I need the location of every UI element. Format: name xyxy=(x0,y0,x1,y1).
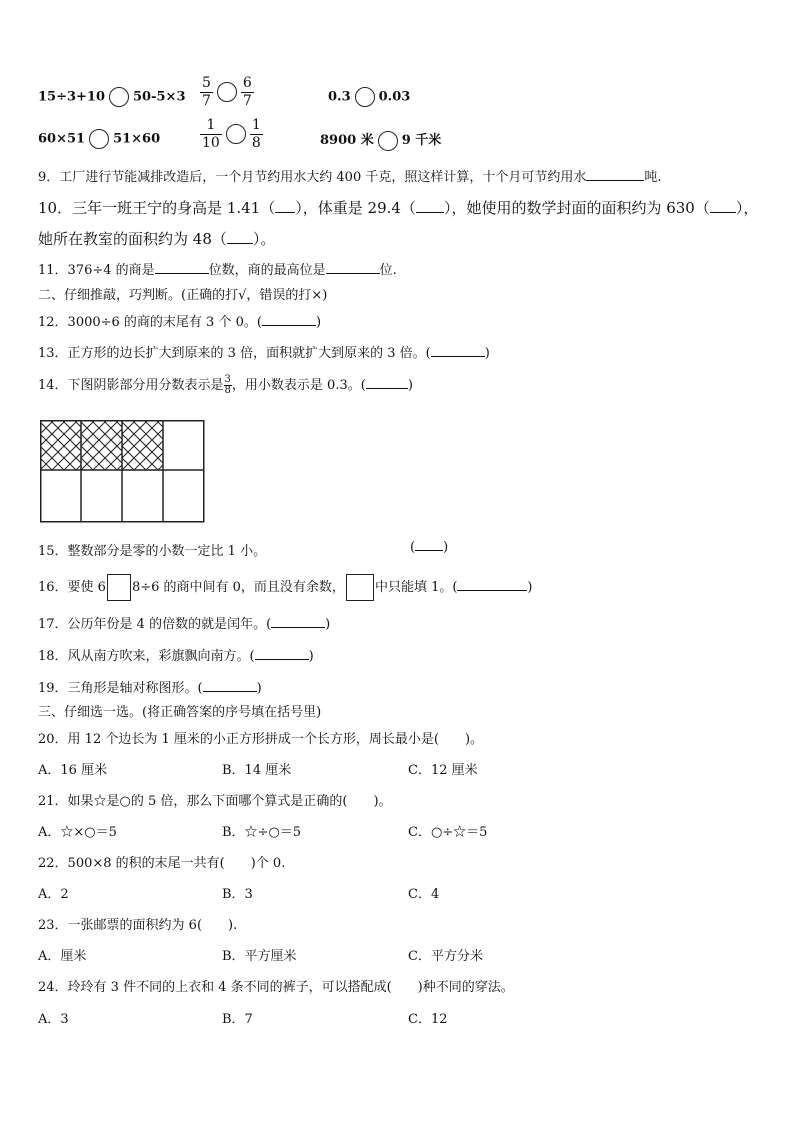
question-text: 10．三年一班王宁的身高是 1.41（ xyxy=(38,199,276,217)
option-a[interactable]: A．16 厘米 xyxy=(38,763,108,778)
compare-row-1-c3 xyxy=(328,87,410,107)
option-c[interactable]: C．4 xyxy=(408,887,440,902)
paren: ) xyxy=(308,649,314,664)
question-13 xyxy=(38,342,490,361)
option-c[interactable]: C．12 xyxy=(408,1012,448,1027)
fraction: $\frac{6}{7}$ xyxy=(242,75,252,109)
question-17 xyxy=(38,613,330,632)
question-20: 20．用 12 个边长为 1 厘米的小正方形拼成一个长方形，周长最小是( )。 xyxy=(38,732,484,747)
compare-row-1 xyxy=(38,87,186,107)
answer-blank[interactable] xyxy=(366,388,408,389)
question-19 xyxy=(38,677,262,696)
question-11 xyxy=(38,259,397,278)
compare-circle[interactable] xyxy=(226,124,246,144)
question-text: ，用小数表示是 0.3。( xyxy=(231,378,366,393)
digit-box[interactable] xyxy=(346,574,374,601)
compare-fraction-pair-1 xyxy=(200,76,254,108)
question-text: 8÷6 的商中间有 0，而且没有余数， xyxy=(131,580,345,595)
paren: ) xyxy=(527,580,533,595)
answer-blank[interactable] xyxy=(457,590,527,591)
question-10 xyxy=(38,197,758,218)
question-text: 9．工厂进行节能减排改造后，一个月节约用水大约 400 千克，照这样计算，十个月可节约用水 xyxy=(38,170,587,185)
answer-blank[interactable] xyxy=(275,212,295,213)
fraction: $\frac{1}{10}$ xyxy=(202,117,220,151)
option-a[interactable]: A．3 xyxy=(38,1012,69,1027)
fraction: $\frac{1}{8}$ xyxy=(251,117,261,151)
compare-circle[interactable] xyxy=(355,87,375,107)
question-text: 18．风从南方吹来，彩旗飘向南方。( xyxy=(38,649,255,664)
shaded-cell xyxy=(40,420,134,480)
option-b[interactable]: B．☆÷○＝5 xyxy=(222,825,302,840)
question-15-answer xyxy=(410,540,448,555)
question-12 xyxy=(38,311,321,330)
digit-box[interactable] xyxy=(107,574,131,601)
answer-blank[interactable] xyxy=(586,180,644,181)
answer-blank[interactable] xyxy=(710,212,736,213)
shaded-grid-figure xyxy=(40,420,206,524)
compare-row-2-c3 xyxy=(320,129,441,151)
question-15 xyxy=(38,540,266,559)
question-text: ）， xyxy=(735,199,759,217)
question-22: 22．500×8 的积的末尾一共有( )个 0. xyxy=(38,856,286,871)
paren: ) xyxy=(315,315,322,330)
question-18 xyxy=(38,645,314,664)
paren: ) xyxy=(443,540,449,555)
option-a[interactable]: A．☆×○＝5 xyxy=(38,825,117,840)
paren: ( xyxy=(410,540,416,555)
answer-blank[interactable] xyxy=(415,550,443,551)
option-b[interactable]: B．14 厘米 xyxy=(222,763,292,778)
question-text: 位数，商的最高位是 xyxy=(208,263,326,278)
question-text: 16．要使 6 xyxy=(38,580,106,595)
option-c[interactable]: C．12 厘米 xyxy=(408,763,478,778)
compare-expr: 50-5×3 xyxy=(133,89,186,105)
compare-circle[interactable] xyxy=(378,131,398,151)
question-14 xyxy=(38,374,413,397)
question-16 xyxy=(38,574,533,601)
compare-row-2 xyxy=(38,129,160,149)
section-heading-3: 三、仔细选一选。(将正确答案的序号填在括号里) xyxy=(38,705,322,720)
compare-circle[interactable] xyxy=(89,129,109,149)
compare-expr: 0.3 xyxy=(328,89,351,105)
question-text: ），她使用的数学封面的面积约为 630（ xyxy=(443,199,710,217)
answer-blank[interactable] xyxy=(416,212,444,213)
compare-expr: 51×60 xyxy=(113,131,161,147)
question-text: 11．376÷4 的商是 xyxy=(38,263,155,278)
option-b[interactable]: B．平方厘米 xyxy=(222,949,297,964)
option-b[interactable]: B．3 xyxy=(222,887,253,902)
question-text: ），体重是 29.4（ xyxy=(295,199,416,217)
shaded-cell xyxy=(72,420,206,480)
paren: ) xyxy=(407,378,413,393)
option-c[interactable]: C．平方分米 xyxy=(408,949,483,964)
compare-circle[interactable] xyxy=(109,87,129,107)
question-text: 13．正方形的边长扩大到原来的 3 倍，面积就扩大到原来的 3 倍。( xyxy=(38,346,431,361)
question-21: 21．如果☆是○的 5 倍，那么下面哪个算式是正确的( )。 xyxy=(38,794,392,809)
question-text: 位. xyxy=(379,263,397,278)
compare-expr: 15÷3+10 xyxy=(38,89,106,105)
question-text: 中只能填 1。( xyxy=(374,580,458,595)
compare-circle[interactable] xyxy=(217,82,237,102)
question-text: 14．下图阴影部分用分数表示是 xyxy=(38,378,224,393)
answer-blank[interactable] xyxy=(326,273,380,274)
question-24: 24．玲玲有 3 件不同的上衣和 4 条不同的裤子，可以搭配成( )种不同的穿法。 xyxy=(38,980,514,995)
option-a[interactable]: A．2 xyxy=(38,887,69,902)
question-9 xyxy=(38,166,662,185)
question-23: 23．一张邮票的面积约为 6( ). xyxy=(38,918,238,933)
question-text: ）。 xyxy=(252,230,276,248)
question-text: 15．整数部分是零的小数一定比 1 小。 xyxy=(38,544,267,559)
option-b[interactable]: B．7 xyxy=(222,1012,253,1027)
option-c[interactable]: C．○÷☆＝5 xyxy=(408,825,488,840)
fraction: $\frac{5}{7}$ xyxy=(202,75,211,109)
question-text: 她所在教室的面积约为 48（ xyxy=(38,230,227,248)
answer-blank[interactable] xyxy=(262,325,316,326)
compare-fraction-pair-2 xyxy=(200,118,263,150)
answer-blank[interactable] xyxy=(431,356,485,357)
answer-blank[interactable] xyxy=(155,273,209,274)
paren: ) xyxy=(325,617,331,632)
answer-blank[interactable] xyxy=(255,659,309,660)
question-10-line-2 xyxy=(38,228,275,249)
paren: ) xyxy=(256,681,262,696)
answer-blank[interactable] xyxy=(227,243,253,244)
compare-expr: 0.03 xyxy=(378,89,411,105)
paren: ) xyxy=(484,346,490,361)
question-text: 吨. xyxy=(644,170,662,185)
section-heading-2: 二、仔细推敲，巧判断。(正确的打√，错误的打×) xyxy=(38,288,328,303)
question-text: 17．公历年份是 4 的倍数的就是闰年。( xyxy=(38,617,272,632)
compare-expr: 60×51 xyxy=(38,131,86,147)
answer-blank[interactable] xyxy=(271,627,325,628)
answer-blank[interactable] xyxy=(203,691,257,692)
question-text: 12．3000÷6 的商的末尾有 3 个 0。( xyxy=(38,315,262,330)
compare-expr: 9 千米 xyxy=(401,133,442,148)
option-a[interactable]: A．厘米 xyxy=(38,949,87,964)
fraction: $\frac{3}{8}$ xyxy=(224,373,231,396)
compare-expr: 8900 米 xyxy=(320,133,374,148)
question-text: 19．三角形是轴对称图形。( xyxy=(38,681,203,696)
